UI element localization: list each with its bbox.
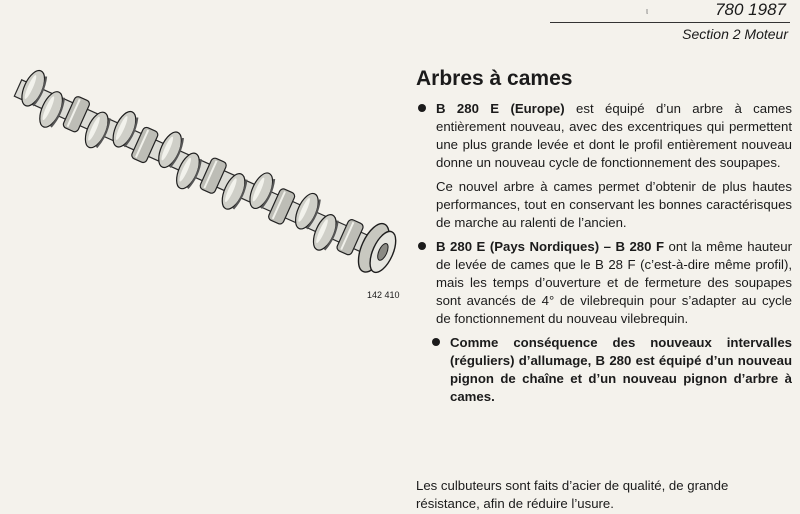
paragraph-nordic [416, 238, 792, 328]
paragraph-rockers: Les culbuteurs sont faits d’acier de qualité, de grande résistance, afin de réduire l’usure. [416, 478, 729, 511]
camshaft-group [7, 64, 402, 279]
paragraph-europe [416, 100, 792, 172]
bullet-icon [418, 104, 426, 112]
paragraph-europe-text: est équipé d’un arbre à cames entièrement nouveau, avec des excentriques qui permettent une plus grande levée et dont le profil entièrement nouveau donne un nouveau cycle de fonctionnement des soupapes. [436, 101, 792, 170]
paragraph-ignition [416, 334, 792, 406]
paragraph-performance: Ce nouvel arbre à cames permet d’obtenir de plus hautes performances, tout en conservant les bonnes caractérisques de marche au ralenti de l’ancien. [436, 179, 792, 230]
engine-code-nordic: B 280 E (Pays Nordiques) – B 280 F [436, 239, 665, 254]
header-mark: ι [646, 6, 648, 16]
page-header [550, 0, 790, 43]
paragraph-ignition-text: Comme conséquence des nouveaux intervalles (réguliers) d’allumage, B 280 est équipé d’un nouveau pignon de chaîne et d’un nouveau pignon d’arbre à cames. [450, 335, 792, 404]
figure-number: 142 410 [367, 290, 400, 300]
paragraph-nordic-text: ont la même hauteur de levée de cames que le B 28 F (c’est-à-dire même profil), mais les temps d’ouverture et de fermeture des soupapes sont avancés de 4° de vilebrequin pour s’adapter au cycle de fonctionnement du nouveau vilebrequin. [436, 239, 792, 326]
bullet-icon [418, 242, 426, 250]
section-title-header: Section 2 Moteur [682, 26, 788, 42]
bullet-icon [432, 338, 440, 346]
engine-code-europe: B 280 E (Europe) [436, 101, 565, 116]
model-year: 780 1987 [715, 0, 786, 19]
header-rule [550, 22, 790, 23]
camshaft-illustration [0, 58, 420, 318]
section-heading: Arbres à cames [416, 67, 573, 90]
main-content [416, 66, 792, 412]
